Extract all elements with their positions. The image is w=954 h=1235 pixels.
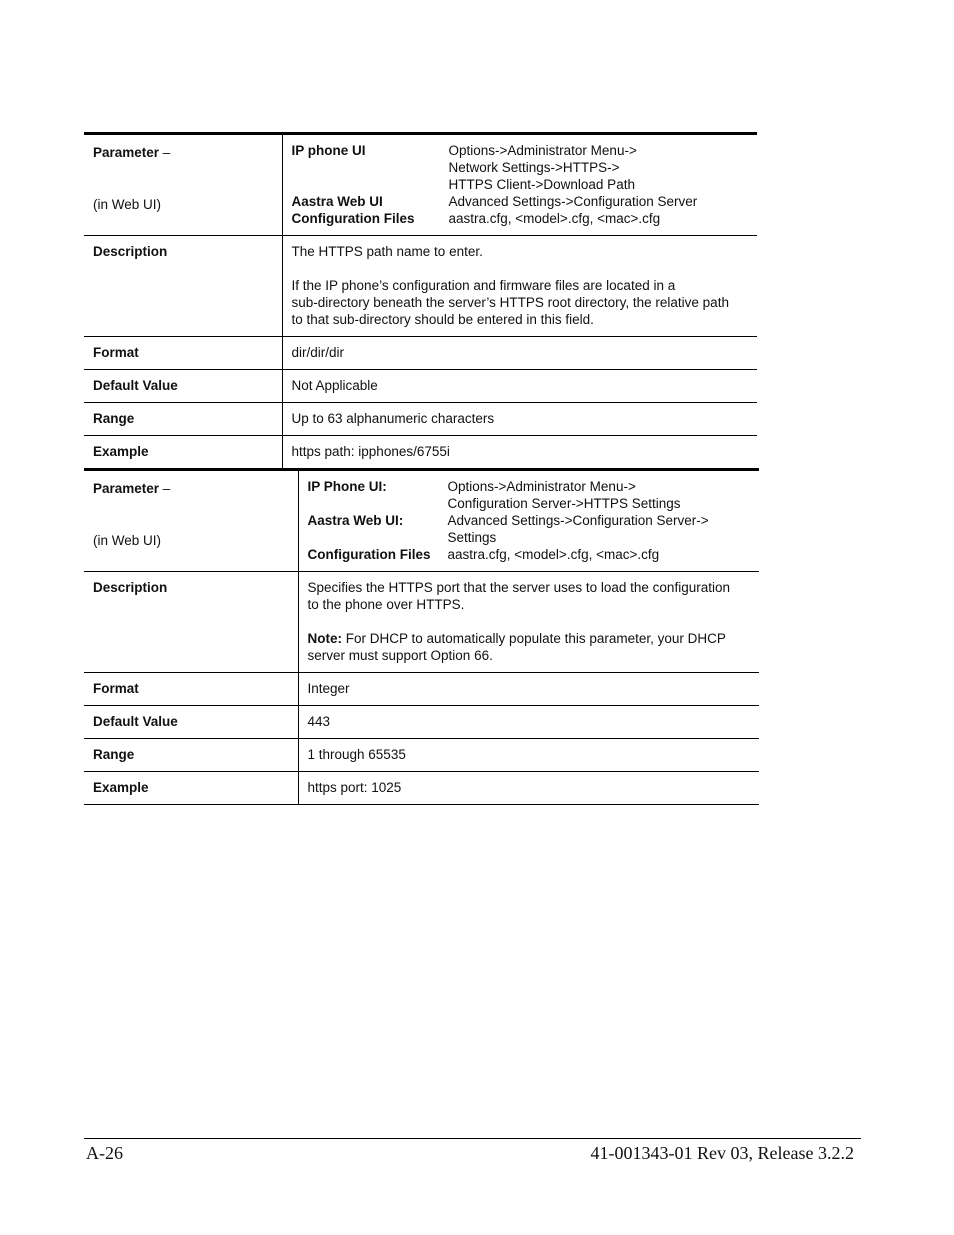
description-label: Description xyxy=(84,236,282,337)
config-files-label: Configuration Files xyxy=(291,211,415,226)
ip-phone-ui-value: Options->Administrator Menu-> Network Settings->HTTPS-> HTTPS Client->Download Path xyxy=(448,143,637,192)
parameter-label: Parameter – xyxy=(93,481,171,496)
example-value: https path: ipphones/6755i xyxy=(282,436,757,469)
web-ui-label: Aastra Web UI: xyxy=(307,513,404,528)
table-row-parameter xyxy=(84,134,757,236)
table-row-range xyxy=(84,403,757,436)
ip-phone-ui-value: Options->Administrator Menu-> Configuration Server->HTTPS Settings xyxy=(447,479,681,511)
range-value: Up to 63 alphanumeric characters xyxy=(282,403,757,436)
example-value: https port: 1025 xyxy=(298,772,759,805)
table-row-parameter xyxy=(84,470,759,572)
example-label: Example xyxy=(84,436,282,469)
footer-divider xyxy=(84,1138,861,1139)
format-label: Format xyxy=(84,337,282,370)
document-id: 41-001343-01 Rev 03, Release 3.2.2 xyxy=(590,1143,854,1163)
default-value: 443 xyxy=(298,706,759,739)
parameter-table-https-port xyxy=(84,468,759,805)
note-label: Note: xyxy=(307,631,342,646)
web-ui-value: Advanced Settings->Configuration Server-> Settings xyxy=(447,513,709,545)
table-row-description xyxy=(84,236,757,337)
ip-phone-ui-label: IP phone UI xyxy=(291,143,366,158)
ip-phone-ui-label: IP Phone UI: xyxy=(307,479,387,494)
config-files-value: aastra.cfg, <model>.cfg, <mac>.cfg xyxy=(447,547,660,562)
parameter-value-cell xyxy=(298,470,759,572)
format-value: Integer xyxy=(298,673,759,706)
table-row-range xyxy=(84,739,759,772)
format-value: dir/dir/dir xyxy=(282,337,757,370)
description-value: The HTTPS path name to enter. If the IP phone’s configuration and firmware files are located in a sub-directory beneath the server’s HTTPS root directory, the relative path to that sub-directory should be entered in this field. xyxy=(282,236,757,337)
default-value: Not Applicable xyxy=(282,370,757,403)
parameter-value-cell xyxy=(282,134,757,236)
parameter-label: Parameter – xyxy=(93,145,171,160)
parameter-sub-label: (in Web UI) xyxy=(93,533,162,548)
config-files-label: Configuration Files xyxy=(307,547,431,562)
table-row-format xyxy=(84,337,757,370)
description-label: Description xyxy=(84,572,298,673)
parameter-label-cell xyxy=(84,134,282,236)
table-row-format xyxy=(84,673,759,706)
web-ui-value: Advanced Settings->Configuration Server xyxy=(448,194,698,209)
table-row-example xyxy=(84,772,759,805)
table-row-description xyxy=(84,572,759,673)
description-value: Specifies the HTTPS port that the server uses to load the configuration to the phone over HTTPS. Note: For DHCP to automatically populate this parameter, your DHCP server must support Option 66. xyxy=(298,572,759,673)
format-label: Format xyxy=(84,673,298,706)
default-value-label: Default Value xyxy=(84,370,282,403)
example-label: Example xyxy=(84,772,298,805)
table-row-default xyxy=(84,706,759,739)
parameter-sub-label: (in Web UI) xyxy=(93,197,162,212)
range-value: 1 through 65535 xyxy=(298,739,759,772)
config-files-value: aastra.cfg, <model>.cfg, <mac>.cfg xyxy=(448,211,661,226)
default-value-label: Default Value xyxy=(84,706,298,739)
parameter-label-cell xyxy=(84,470,298,572)
table-row-default xyxy=(84,370,757,403)
parameter-table-https-path xyxy=(84,132,757,469)
page-number: A-26 xyxy=(86,1143,123,1163)
range-label: Range xyxy=(84,403,282,436)
web-ui-label: Aastra Web UI xyxy=(291,194,383,209)
range-label: Range xyxy=(84,739,298,772)
table-row-example xyxy=(84,436,757,469)
